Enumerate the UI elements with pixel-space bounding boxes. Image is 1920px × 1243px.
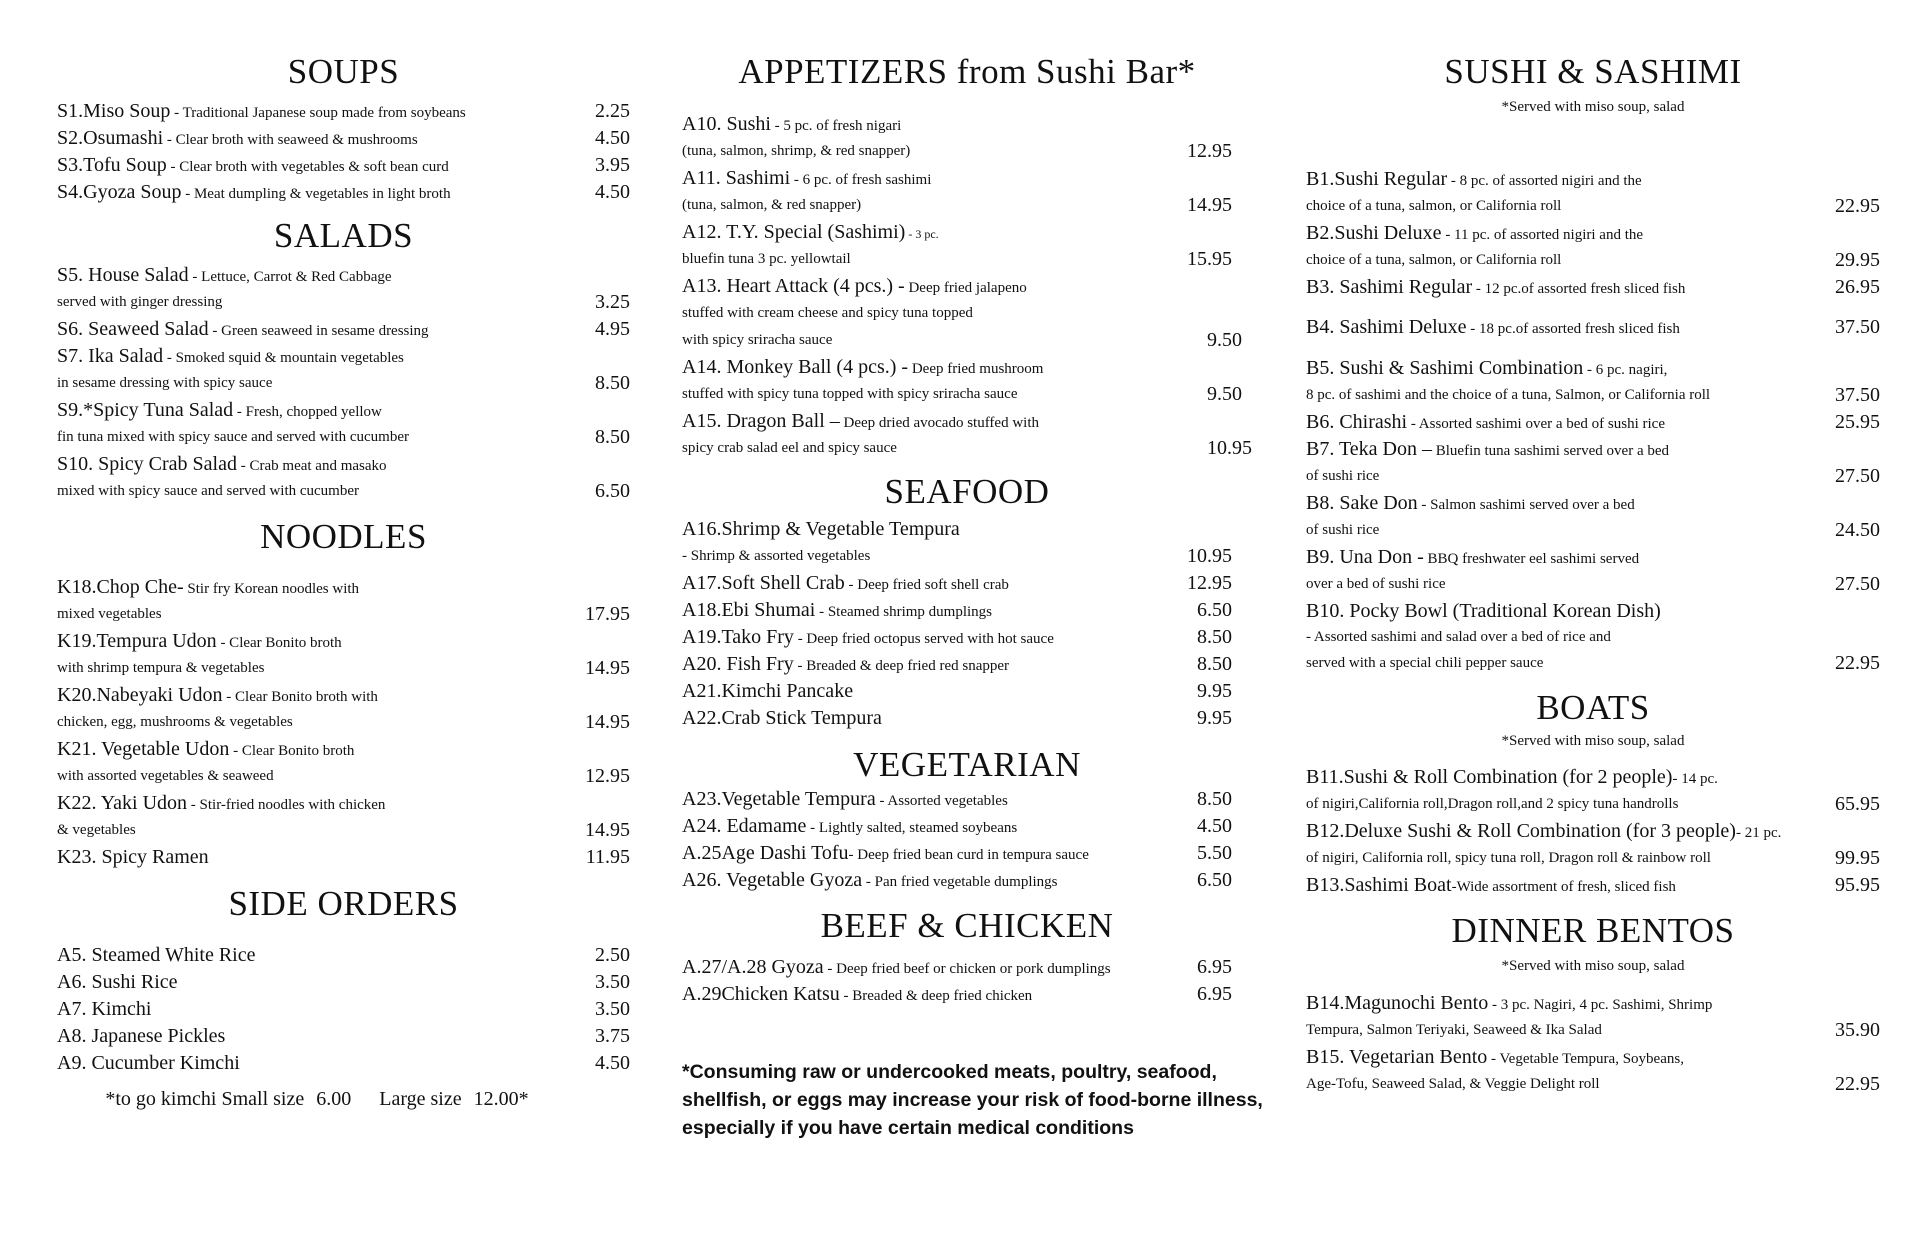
item-desc: - Salmon sashimi served over a bed [1417,497,1635,513]
item-desc: - Meat dumpling & vegetables in light broth [181,186,451,202]
item-name: S7. Ika Salad [57,345,164,367]
item-desc-cont: choice of a tuna, salmon, or California roll [1306,198,1562,214]
item-desc-cont: with spicy sriracha sauce [682,332,833,348]
item-name: B11.Sushi & Roll Combination (for 2 people) [1306,766,1673,788]
item-name: A.29Chicken Katsu [682,983,840,1005]
dinner-bentos-note: *Served with miso soup, salad [1501,958,1685,974]
menu-item-a5 [57,942,630,969]
item-name: B12.Deluxe Sushi & Roll Combination (for 3 people) [1306,820,1736,842]
item-desc: - Clear broth with vegetables & soft bean curd [166,159,449,175]
item-desc: -Wide assortment of fresh, sliced fish [1451,879,1676,895]
kimchi-large-label: Large size [379,1088,462,1110]
item-desc-cont: served with ginger dressing [57,294,223,310]
menu-item-b4 [1306,314,1880,341]
item-desc-cont: - Assorted sashimi and salad over a bed of rice and [1306,629,1611,645]
menu-item-b1 [1306,166,1880,220]
item-desc: - Clear Bonito broth [216,635,342,651]
item-price: 2.25 [595,100,630,122]
item-price: 37.50 [1835,316,1880,338]
item-desc: - Deep fried octopus served with hot sauce [793,631,1054,647]
item-desc: - Breaded & deep fried red snapper [793,658,1010,674]
item-price: 8.50 [595,372,630,394]
item-price: 3.50 [595,971,630,993]
item-name: B5. Sushi & Sashimi Combination [1306,357,1584,379]
item-name: A5. Steamed White Rice [57,944,256,966]
item-price: 37.50 [1835,384,1880,406]
menu-item-s5 [57,262,630,316]
menu-item-s9 [57,397,630,451]
menu-item-a6 [57,969,630,996]
soups-heading: SOUPS [287,52,400,91]
menu-item-b11 [1306,764,1880,818]
kimchi-to-go-note [57,1088,577,1111]
item-price: 6.95 [1197,956,1232,978]
item-price: 3.50 [595,998,630,1020]
item-name: A20. Fish Fry [682,653,794,675]
item-price: 15.95 [1187,248,1232,270]
item-name: B8. Sake Don [1306,492,1418,514]
item-price: 8.50 [1197,626,1232,648]
menu-item-b9 [1306,544,1880,598]
menu-item-b3 [1306,274,1880,301]
item-name: K20.Nabeyaki Udon [57,684,223,706]
menu-item-a20 [682,651,1252,678]
item-price: 27.50 [1835,465,1880,487]
item-price: 4.50 [595,127,630,149]
item-price: 9.95 [1197,680,1232,702]
item-name: B3. Sashimi Regular [1306,276,1473,298]
item-name: A6. Sushi Rice [57,971,178,993]
menu-item-b6 [1306,409,1880,436]
item-name: A24. Edamame [682,815,807,837]
item-name: S5. House Salad [57,264,189,286]
menu-item-a22 [682,705,1252,732]
item-desc: - Traditional Japanese soup made from soybeans [170,105,466,121]
item-name: A.25Age Dashi Tofu [682,842,849,864]
item-desc: - 14 pc. [1672,771,1718,787]
noodles-heading: NOODLES [260,517,427,556]
item-name: K23. Spicy Ramen [57,846,209,868]
item-price: 3.75 [595,1025,630,1047]
item-desc: - 12 pc.of assorted fresh sliced fish [1472,281,1686,297]
menu-item-a16 [682,516,1252,570]
item-name: A22.Crab Stick Tempura [682,707,882,729]
menu-item-b14 [1306,990,1880,1044]
menu-item-s2 [57,125,630,152]
item-desc-cont: of sushi rice [1306,468,1380,484]
item-desc: Deep dried avocado stuffed with [839,415,1040,431]
item-name: B10. Pocky Bowl (Traditional Korean Dish) [1306,600,1661,622]
item-price: 10.95 [1187,545,1232,567]
menu-item-a19 [682,624,1252,651]
dinner-bentos-heading: DINNER BENTOS [1451,911,1735,950]
menu-item-a14 [682,354,1252,408]
item-desc: - 8 pc. of assorted nigiri and the [1447,173,1642,189]
item-desc: - 11 pc. of assorted nigiri and the [1441,227,1644,243]
item-price: 6.50 [1197,869,1232,891]
item-name: A26. Vegetable Gyoza [682,869,863,891]
item-price: 4.50 [1197,815,1232,837]
menu-item-a7 [57,996,630,1023]
item-name: B2.Sushi Deluxe [1306,222,1442,244]
menu-item-k23 [57,844,630,871]
item-price: 22.95 [1835,1073,1880,1095]
item-name: S10. Spicy Crab Salad [57,453,237,475]
sushi-sashimi-note: *Served with miso soup, salad [1501,99,1685,115]
item-price: 12.95 [1187,572,1232,594]
menu-item-k22 [57,790,630,844]
sushi-sashimi-heading: SUSHI & SASHIMI [1444,52,1742,91]
item-desc-cont: spicy crab salad eel and spicy sauce [682,440,897,456]
item-price: 10.95 [1207,437,1252,459]
item-price: 22.95 [1835,195,1880,217]
item-price: 24.50 [1835,519,1880,541]
item-desc: - Deep fried bean curd in tempura sauce [848,847,1089,863]
menu-item-s4 [57,179,630,206]
item-price: 22.95 [1835,652,1880,674]
menu-item-a25 [682,840,1252,867]
item-name: K21. Vegetable Udon [57,738,230,760]
item-price: 9.50 [1207,383,1242,405]
item-desc-cont: stuffed with spicy tuna topped with spicy sriracha sauce [682,386,1018,402]
menu-item-k19 [57,628,630,682]
item-name: S6. Seaweed Salad [57,318,209,340]
menu-item-s7 [57,343,630,397]
item-name: A8. Japanese Pickles [57,1025,226,1047]
item-name: S1.Miso Soup [57,100,171,122]
menu-item-a18 [682,597,1252,624]
item-name: K19.Tempura Udon [57,630,217,652]
item-name: A14. Monkey Ball (4 pcs.) - [682,356,909,378]
item-price: 12.95 [1187,140,1232,162]
item-desc-cont: mixed vegetables [57,606,162,622]
item-desc-cont: of sushi rice [1306,522,1380,538]
menu-item-s6 [57,316,630,343]
item-desc-cont: in sesame dressing with spicy sauce [57,375,273,391]
menu-item-a9 [57,1050,630,1077]
item-desc: - Vegetable Tempura, Soybeans, [1487,1051,1684,1067]
item-name: A21.Kimchi Pancake [682,680,854,702]
item-desc: BBQ freshwater eel sashimi served [1423,551,1640,567]
menu-item-k18 [57,574,630,628]
item-desc: - 18 pc.of assorted fresh sliced fish [1466,321,1680,337]
menu-item-a29 [682,981,1252,1008]
item-name: A23.Vegetable Tempura [682,788,876,810]
item-price: 8.50 [1197,653,1232,675]
menu-item-a8 [57,1023,630,1050]
warning-line: *Consuming raw or undercooked meats, poultry, seafood, [682,1061,1217,1083]
item-price: 95.95 [1835,874,1880,896]
menu-item-b8 [1306,490,1880,544]
item-desc-cont: Tempura, Salmon Teriyaki, Seaweed & Ika Salad [1306,1022,1602,1038]
item-price: 4.50 [595,1052,630,1074]
item-name: K18.Chop Che- [57,576,184,598]
item-desc: - Clear Bonito broth [229,743,355,759]
item-desc-cont: mixed with spicy sauce and served with cucumber [57,483,359,499]
item-price: 35.90 [1835,1019,1880,1041]
menu-item-a10 [682,111,1252,165]
seafood-heading: SEAFOOD [884,472,1050,511]
item-name: A19.Tako Fry [682,626,794,648]
item-price: 29.95 [1835,249,1880,271]
item-desc-cont: Age-Tofu, Seaweed Salad, & Veggie Delight roll [1306,1076,1600,1092]
item-desc-cont: bluefin tuna 3 pc. yellowtail [682,251,851,267]
item-name: B1.Sushi Regular [1306,168,1448,190]
item-desc-cont: over a bed of sushi rice [1306,576,1446,592]
item-price: 14.95 [585,819,630,841]
item-price: 14.95 [1187,194,1232,216]
item-price: 99.95 [1835,847,1880,869]
item-name: B7. Teka Don – [1306,438,1432,460]
item-price: 3.25 [595,291,630,313]
item-price: 9.95 [1197,707,1232,729]
item-desc: Deep fried mushroom [908,361,1044,377]
menu-item-a12 [682,219,1252,273]
menu-item-b7 [1306,436,1880,490]
menu-item-b5 [1306,355,1880,409]
item-name: B6. Chirashi [1306,411,1408,433]
item-price: 5.50 [1197,842,1232,864]
item-desc: - 5 pc. of fresh nigari [770,118,902,134]
kimchi-note-prefix: *to go kimchi Small size [105,1088,305,1110]
item-desc: - 6 pc. of fresh sashimi [790,172,932,188]
item-name: B4. Sashimi Deluxe [1306,316,1467,338]
item-price: 8.50 [1197,788,1232,810]
item-desc: - Breaded & deep fried chicken [839,988,1033,1004]
item-desc-cont: 8 pc. of sashimi and the choice of a tuna, Salmon, or California roll [1306,387,1711,403]
item-name: A.27/A.28 Gyoza [682,956,824,978]
item-desc: - Lightly salted, steamed soybeans [806,820,1018,836]
menu-item-a15 [682,408,1252,462]
menu-item-a27 [682,954,1252,981]
menu-item-b10 [1306,598,1880,677]
menu-item-s10 [57,451,630,505]
item-desc: - Clear Bonito broth with [222,689,378,705]
menu-item-b15 [1306,1044,1880,1098]
item-desc: - Lettuce, Carrot & Red Cabbage [188,269,392,285]
item-desc-cont: with assorted vegetables & seaweed [57,768,274,784]
item-name: B14.Magunochi Bento [1306,992,1489,1014]
item-price: 8.50 [595,426,630,448]
item-desc: - Pan fried vegetable dumplings [862,874,1058,890]
item-desc: - Assorted vegetables [875,793,1008,809]
item-name: S9.*Spicy Tuna Salad [57,399,234,421]
menu-item-b12 [1306,818,1880,872]
item-desc: - 21 pc. [1735,825,1782,841]
item-price: 6.50 [595,480,630,502]
item-price: 11.95 [585,846,630,868]
item-desc: - Crab meat and masako [237,458,387,474]
item-price: 25.95 [1835,411,1880,433]
item-name: A16.Shrimp & Vegetable Tempura [682,518,960,540]
menu-item-a23 [682,786,1252,813]
item-name: A13. Heart Attack (4 pcs.) - [682,275,905,297]
item-name: A11. Sashimi [682,167,791,189]
kimchi-small-price: 6.00 [316,1088,352,1110]
item-price: 4.50 [595,181,630,203]
item-name: B9. Una Don - [1306,546,1424,568]
item-desc: Stir fry Korean noodles with [183,581,360,597]
item-name: K22. Yaki Udon [57,792,188,814]
boats-note: *Served with miso soup, salad [1501,733,1685,749]
menu-item-s3 [57,152,630,179]
item-price: 17.95 [585,603,630,625]
item-desc: - Deep fried soft shell crab [844,577,1009,593]
item-price: 27.50 [1835,573,1880,595]
vegetarian-heading: VEGETARIAN [853,745,1081,784]
menu-item-k21 [57,736,630,790]
menu-item-a21 [682,678,1252,705]
item-desc-cont: (tuna, salmon, shrimp, & red snapper) [682,143,911,159]
beef-chicken-heading: BEEF & CHICKEN [820,906,1114,945]
item-price: 14.95 [585,711,630,733]
item-name: B15. Vegetarian Bento [1306,1046,1488,1068]
item-name: A17.Soft Shell Crab [682,572,845,594]
item-desc: Deep fried jalapeno [904,280,1027,296]
item-price: 6.95 [1197,983,1232,1005]
item-desc-cont: with shrimp tempura & vegetables [57,660,265,676]
appetizers-heading: APPETIZERS from Sushi Bar* [738,52,1196,91]
item-name: B13.Sashimi Boat [1306,874,1452,896]
item-desc-cont: (tuna, salmon, & red snapper) [682,197,862,213]
item-desc: Bluefin tuna sashimi served over a bed [1432,443,1670,459]
menu-item-b2 [1306,220,1880,274]
kimchi-large-price: 12.00* [473,1088,529,1110]
item-desc: - Stir-fried noodles with chicken [187,797,386,813]
salads-heading: SALADS [273,216,414,255]
menu-item-s1 [57,98,630,125]
item-price: 26.95 [1835,276,1880,298]
item-name: A12. T.Y. Special (Sashimi) [682,221,906,243]
item-name: A15. Dragon Ball – [682,410,840,432]
boats-heading: BOATS [1536,688,1650,727]
item-price: 14.95 [585,657,630,679]
warning-line: shellfish, or eggs may increase your risk of food-borne illness, [682,1089,1263,1111]
item-desc: - Green seaweed in sesame dressing [208,323,429,339]
item-price: 2.50 [595,944,630,966]
item-desc-cont: - Shrimp & assorted vegetables [682,548,871,564]
item-desc: - Deep fried beef or chicken or pork dumplings [823,961,1111,977]
item-desc: - 3 pc. [905,227,939,241]
item-desc: - 3 pc. Nagiri, 4 pc. Sashimi, Shrimp [1488,997,1713,1013]
item-desc: - Smoked squid & mountain vegetables [163,350,404,366]
warning-line: especially if you have certain medical conditions [682,1117,1134,1139]
item-name: A18.Ebi Shumai [682,599,816,621]
item-desc-cont: choice of a tuna, salmon, or California roll [1306,252,1562,268]
item-desc: - Clear broth with seaweed & mushrooms [163,132,418,148]
item-price: 12.95 [585,765,630,787]
menu-item-a24 [682,813,1252,840]
item-price: 65.95 [1835,793,1880,815]
item-desc: - Steamed shrimp dumplings [815,604,992,620]
item-price: 6.50 [1197,599,1232,621]
item-name: A9. Cucumber Kimchi [57,1052,240,1074]
item-desc-cont: stuffed with cream cheese and spicy tuna topped [682,305,973,321]
item-price: 9.50 [1207,329,1242,351]
menu-item-k20 [57,682,630,736]
menu-item-a26 [682,867,1252,894]
item-desc: - 6 pc. nagiri, [1583,362,1668,378]
item-name: S3.Tofu Soup [57,154,167,176]
item-desc-cont: served with a special chili pepper sauce [1306,655,1544,671]
item-price: 3.95 [595,154,630,176]
item-name: S4.Gyoza Soup [57,181,182,203]
menu-item-b13 [1306,872,1880,899]
item-desc: - Fresh, chopped yellow [233,404,382,420]
menu-item-a13 [682,273,1252,354]
item-name: A7. Kimchi [57,998,152,1020]
item-desc-cont: chicken, egg, mushrooms & vegetables [57,714,293,730]
raw-food-warning [682,1058,1282,1142]
item-price: 4.95 [595,318,630,340]
side-orders-heading: SIDE ORDERS [228,884,459,923]
item-name: S2.Osumashi [57,127,164,149]
item-desc-cont: of nigiri,California roll,Dragon roll,and 2 spicy tuna handrolls [1306,796,1679,812]
item-desc: - Assorted sashimi over a bed of sushi rice [1407,416,1665,432]
menu-item-a17 [682,570,1252,597]
item-name: A10. Sushi [682,113,771,135]
item-desc-cont: fin tuna mixed with spicy sauce and served with cucumber [57,429,409,445]
item-desc-cont: & vegetables [57,822,136,838]
menu-item-a11 [682,165,1252,219]
item-desc-cont: of nigiri, California roll, spicy tuna roll, Dragon roll & rainbow roll [1306,850,1711,866]
